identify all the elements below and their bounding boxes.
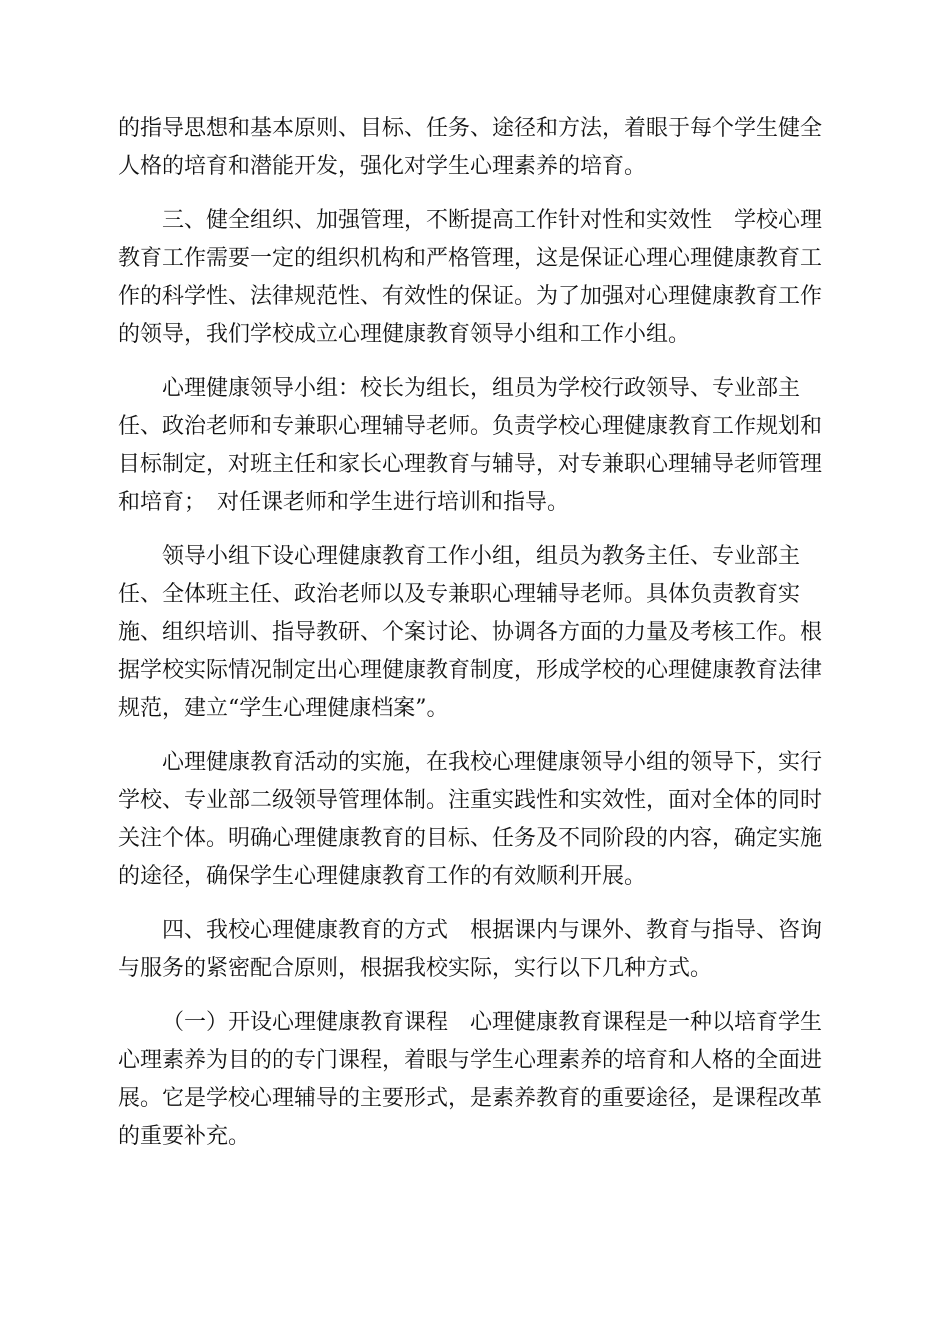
text-line: 人格的培育和潜能开发，强化对学生心理素养的培育。 xyxy=(118,154,647,179)
text-line: 心理健康领导小组：校长为组长，组员为学校行政领导、专业部主 xyxy=(162,376,801,401)
text-line: 展。它是学校心理辅导的主要形式，是素养教育的重要途径，是课程改革 xyxy=(118,1086,823,1111)
text-line: 领导小组下设心理健康教育工作小组，组员为教务主任、专业部主 xyxy=(162,544,801,569)
text-line: 的指导思想和基本原则、目标、任务、途径和方法，着眼于每个学生健全 xyxy=(118,116,823,141)
text-line: 作的科学性、法律规范性、有效性的保证。为了加强对心理健康教育工作 xyxy=(118,284,823,309)
text-line: （一）开设心理健康教育课程 心理健康教育课程是一种以培育学生 xyxy=(162,1010,823,1035)
text-line: 据学校实际情况制定出心理健康教育制度，形成学校的心理健康教育法律 xyxy=(118,658,823,683)
text-line: 学校、专业部二级领导管理体制。注重实践性和实效性，面对全体的同时 xyxy=(118,788,823,813)
text-line: 规范，建立“学生心理健康档案”。 xyxy=(118,696,449,721)
text-line: 心理素养为目的的专门课程，着眼与学生心理素养的培育和人格的全面进 xyxy=(118,1048,823,1073)
text-line: 目标制定，对班主任和家长心理教育与辅导，对专兼职心理辅导老师管理 xyxy=(118,452,823,477)
text-line: 的重要补充。 xyxy=(118,1124,251,1149)
text-line: 和培育； 对任课老师和学生进行培训和指导。 xyxy=(118,490,570,515)
text-line: 关注个体。明确心理健康教育的目标、任务及不同阶段的内容，确定实施 xyxy=(118,826,823,851)
text-line: 心理健康教育活动的实施，在我校心理健康领导小组的领导下，实行 xyxy=(162,750,823,775)
text-line: 三、健全组织、加强管理，不断提高工作针对性和实效性 学校心理 xyxy=(162,208,823,233)
text-line: 施、组织培训、指导教研、个案讨论、协调各方面的力量及考核工作。根 xyxy=(118,620,823,645)
text-line: 的途径，确保学生心理健康教育工作的有效顺利开展。 xyxy=(118,864,647,889)
text-line: 的领导，我们学校成立心理健康教育领导小组和工作小组。 xyxy=(118,322,691,347)
text-line: 任、全体班主任、政治老师以及专兼职心理辅导老师。具体负责教育实 xyxy=(118,582,801,607)
text-line: 任、政治老师和专兼职心理辅导老师。负责学校心理健康教育工作规划和 xyxy=(118,414,823,439)
text-line: 与服务的紧密配合原则，根据我校实际，实行以下几种方式。 xyxy=(118,956,713,981)
text-line: 四、我校心理健康教育的方式 根据课内与课外、教育与指导、咨询 xyxy=(162,918,823,943)
text-line: 教育工作需要一定的组织机构和严格管理，这是保证心理心理健康教育工 xyxy=(118,246,823,271)
